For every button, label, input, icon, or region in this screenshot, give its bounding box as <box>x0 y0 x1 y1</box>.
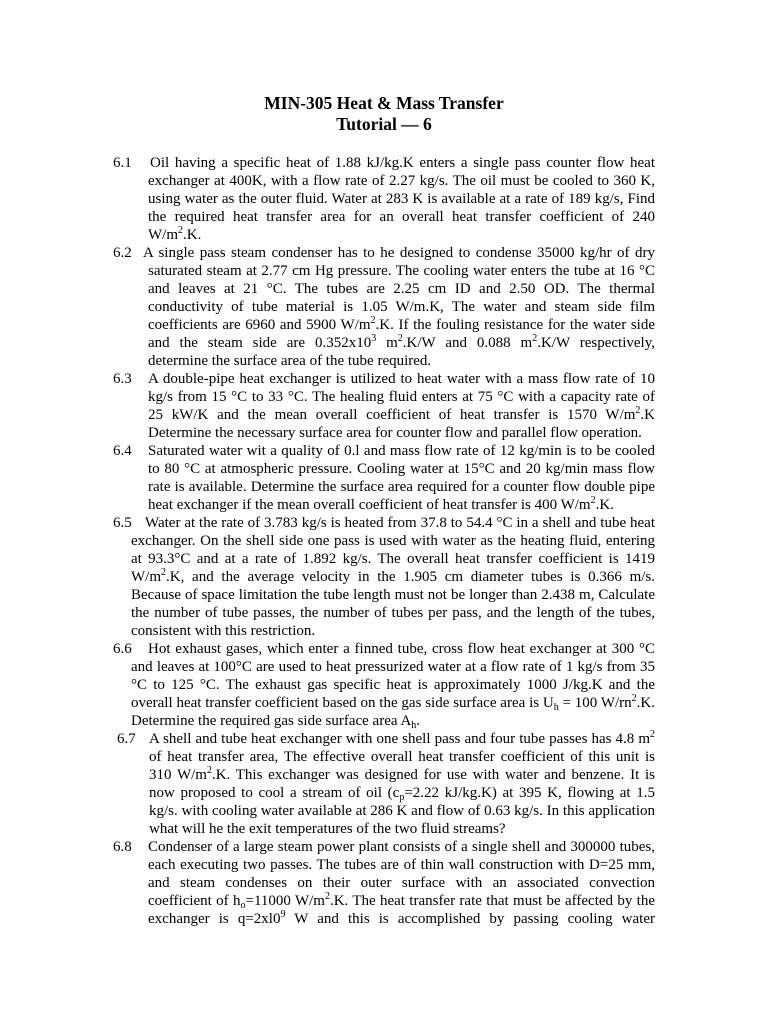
problem-number: 6.1 <box>113 155 132 171</box>
text-run: A shell and tube heat exchanger with one shell pass and four tube passes has 4.8 m <box>149 731 650 747</box>
superscript: 9 <box>280 909 286 920</box>
text-run: .K. If the fouling resistance for the water side and the steam side are 0.352x10 <box>148 317 655 351</box>
problem-text <box>148 839 655 927</box>
problem-number: 6.6 <box>113 641 132 657</box>
text-run: A single pass steam condenser has to he designed to condense 35000 kg/hr of dry saturated steam at 2.77 cm Hg pressure. The cooling water enters the tube at 16 °C and leaves at 21 °C. The tubes are 2.25 cm ID and 2.50 OD. The thermal conductivity of tube material is 1.05 W/m.K, The water and steam side film coefficients are 6960 and 5900 W/m <box>143 245 655 333</box>
problem-number: 6.3 <box>113 371 132 387</box>
superscript: 2 <box>635 405 641 416</box>
text-run: Saturated water wit a quality of 0.l and mass flow rate of 12 kg/min is to be cooled to 80 °C at atmospheric pressure. Cooling water at 15°C and 20 kg/min mass flow rate is available. Determine the surface area required for a counter flow double pipe heat exchanger if the mean overall coefficient of heat transfer is 400 W/m <box>148 443 655 513</box>
text-run: Hot exhaust gases, which enter a finned tube, cross flow heat exchanger at 300 °C and leaves at 100°C are used to heat pressurized water at a flow rate of 1 kg/s from 35 °C to 125 °C. The exhaust gas specific heat is approximately 1000 J/kg.K and the overall heat transfer coefficient based on the gas side surface area is U <box>131 641 655 711</box>
problem-item <box>113 838 655 928</box>
problem-item <box>113 154 655 244</box>
superscript: 2 <box>532 333 538 344</box>
text-run: Water at the rate of 3.783 kg/s is heated from 37.8 to 54.4 °C in a shell and tube heat exchanger. On the shell side one pass is used with water as the heating fluid, entering at 93.3°C and at a rate of 1.892 kg/s. The overall heat transfer coefficient is 1419 W/m <box>131 515 655 585</box>
superscript: 2 <box>631 693 637 704</box>
text-run: =2.22 kJ/kg.K) at 395 K, flowing at 1.5 kg/s. with cooling water available at 286 K and flow of 0.63 kg/s. In this application what will he the exit temperatures of the two fluid streams? <box>149 785 655 837</box>
superscript: 2 <box>324 891 330 902</box>
problem-number: 6.7 <box>117 731 136 747</box>
problem-number: 6.4 <box>113 443 132 459</box>
problem-text <box>131 641 655 729</box>
superscript: 3 <box>371 333 377 344</box>
problem-number: 6.8 <box>113 839 132 855</box>
subscript: o <box>240 900 246 911</box>
subscript: h <box>411 720 417 731</box>
superscript: 2 <box>161 567 166 578</box>
subscript: h <box>553 702 559 713</box>
superscript: 2 <box>206 765 212 776</box>
text-run: = 100 W/rn <box>558 695 632 711</box>
superscript: 2 <box>650 729 655 740</box>
problem-text <box>131 515 655 639</box>
superscript: 2 <box>590 495 596 506</box>
problem-item <box>113 442 655 514</box>
problem-list <box>113 154 655 928</box>
text-run: m <box>376 335 398 351</box>
superscript: 2 <box>178 225 183 236</box>
superscript: 2 <box>397 333 403 344</box>
text-run: .K/W and 0.088 m <box>402 335 533 351</box>
problem-item <box>113 640 655 730</box>
problem-text <box>148 371 655 441</box>
text-run: . <box>416 713 421 729</box>
text-run: .K. <box>595 497 614 513</box>
problem-text <box>149 731 655 837</box>
problem-item <box>113 514 655 640</box>
problem-item <box>113 244 655 370</box>
text-run: =11000 W/m <box>245 893 325 909</box>
text-run: .K/W respectively, determine the surface area of the tube required. <box>148 335 655 369</box>
text-run: .K, and the average velocity in the 1.905 cm diameter tubes is 0.366 m/s. Because of space limitation the tube length must not be longer than 2.438 m, Calculate the number of tube passes, the number of tubes per pass, and the length of the tubes, consistent with this restriction. <box>131 569 655 639</box>
text-run: .K. <box>183 227 202 243</box>
text-run: Condenser of a large steam power plant consists of a single shell and 300000 tubes, each executing two passes. The tubes are of thin wall construction with D=25 mm, and steam condenses on their outer surface with an associated convection coefficient of h <box>148 839 655 909</box>
document-title: MIN-305 Heat & Mass Transfer <box>264 93 504 113</box>
problem-number: 6.2 <box>113 245 132 261</box>
text-run: of heat transfer area, The effective overall heat transfer coefficient of this unit is 310 W/m <box>149 749 655 783</box>
text-run: .K. This exchanger was designed for use with water and benzene. It is now proposed to cool a stream of oil (c <box>149 767 655 801</box>
superscript: 2 <box>370 315 376 326</box>
text-run: A double-pipe heat exchanger is utilized to heat water with a mass flow rate of 10 kg/s from 15 °C to 33 °C. The healing fluid enters at 75 °C with a capacity rate of 25 kW/K and the mean overall coefficient of heat transfer is 1570 W/m <box>148 371 655 423</box>
problem-text <box>148 155 655 243</box>
tutorial-subtitle: Tutorial — 6 <box>336 114 432 134</box>
text-run: .K Determine the necessary surface area for counter flow and parallel flow operation. <box>148 407 655 441</box>
problem-item <box>113 730 655 838</box>
text-run: W and this is accomplished by passing cooling water <box>285 911 655 927</box>
text-run: .K. The heat transfer rate that must be affected by the exchanger is q=2xl0 <box>148 893 655 927</box>
problem-item <box>113 370 655 442</box>
subscript: p <box>399 792 405 803</box>
problem-text <box>143 245 655 369</box>
problem-number: 6.5 <box>113 515 132 531</box>
problem-text <box>148 443 655 513</box>
text-run: .K. Determine the required gas side surface area A <box>131 695 655 729</box>
text-run: Oil having a specific heat of 1.88 kJ/kg.K enters a single pass counter flow heat exchanger at 400K, with a flow rate of 2.27 kg/s. The oil must be cooled to 360 K, using water as the outer fluid. Water at 283 K is available at a rate of 189 kg/s, Find the required heat transfer area for an overall heat transfer coefficient of 240 W/m <box>148 155 655 243</box>
